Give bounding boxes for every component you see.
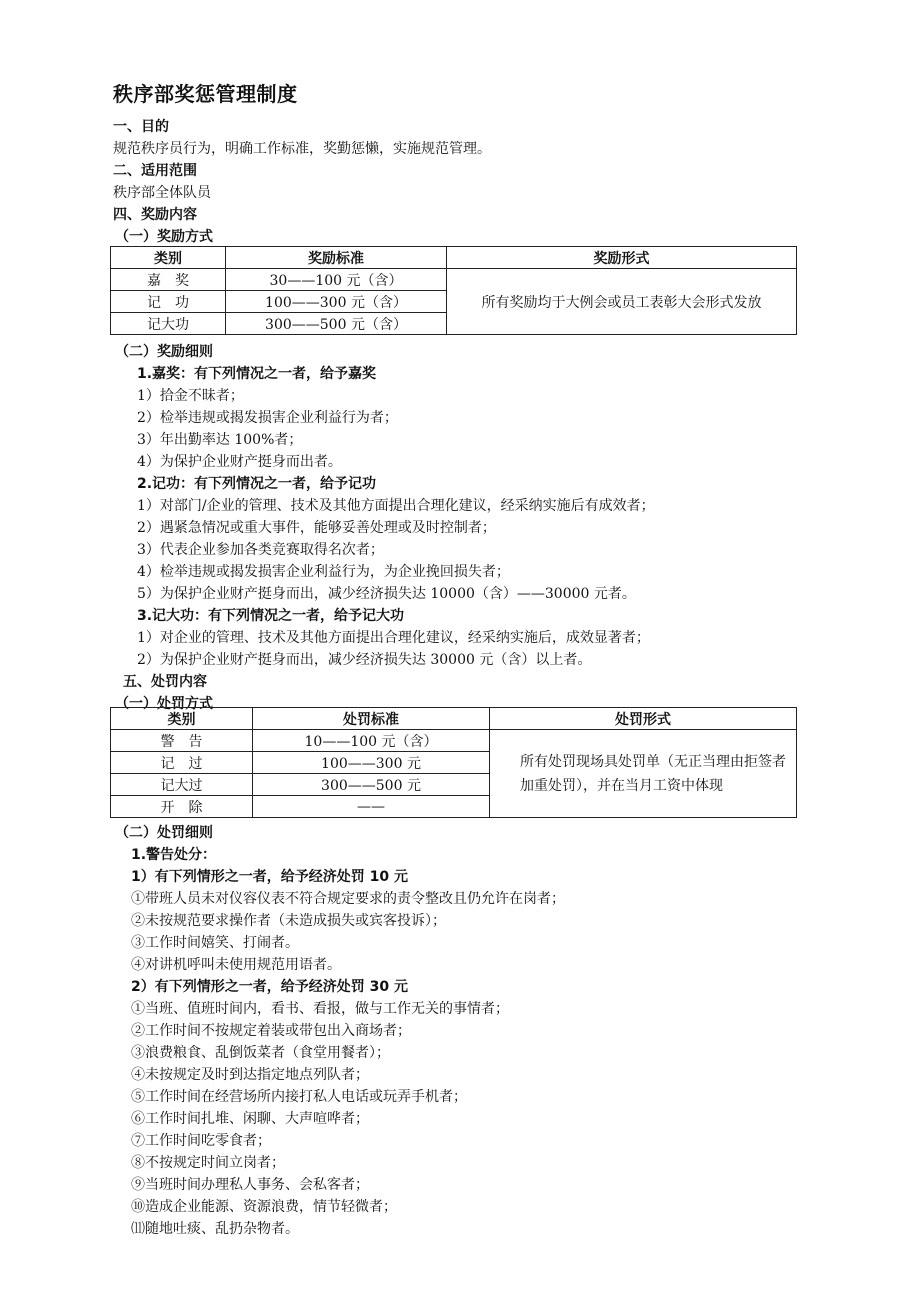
major-merit-heading: 3.记大功：有下列情况之一者，给予记大功 <box>137 608 405 624</box>
penalty-std-3: 300——500 元 <box>253 774 490 796</box>
merit-heading: 2.记功：有下列情况之一者，给予记功 <box>137 476 377 492</box>
page-title: 秩序部奖惩管理制度 <box>113 82 298 106</box>
penalty30-item: ②工作时间不按规定着装或带包出入商场者； <box>131 1023 411 1039</box>
penalty30-item: ④未按规定及时到达指定地点列队者； <box>131 1067 369 1083</box>
reward-std-2: 100——300 元（含） <box>226 291 447 313</box>
warning-heading: 1.警告处分： <box>131 847 217 863</box>
penalty-rules-heading: （二）处罚细则 <box>115 825 213 841</box>
penalty-table <box>110 707 797 818</box>
reward-form: 所有奖励均于大例会或员工表彰大会形式发放 <box>447 269 797 335</box>
penalty-std-4: —— <box>253 796 490 818</box>
major-merit-item: 1）对企业的管理、技术及其他方面提出合理化建议，经采纳实施后，成效显著者； <box>137 630 650 646</box>
penalty-cat-2: 记 过 <box>111 752 253 774</box>
merit-item: 1）对部门/企业的管理、技术及其他方面提出合理化建议，经采纳实施后有成效者； <box>137 498 655 514</box>
commendation-item: 2）检举违规或揭发损害企业利益行为者； <box>137 410 398 426</box>
penalty30-item: ⑩造成企业能源、资源浪费，情节轻微者； <box>131 1199 397 1215</box>
penalty-std-2: 100——300 元 <box>253 752 490 774</box>
section-scope-heading: 二、适用范围 <box>113 163 197 179</box>
merit-item: 3）代表企业参加各类竞赛取得名次者； <box>137 542 384 558</box>
penalty30-item: ⑨当班时间办理私人事务、会私客者； <box>131 1177 369 1193</box>
section-penalty-heading: 五、处罚内容 <box>123 674 207 690</box>
penalty30-heading: 2）有下列情形之一者，给予经济处罚 30 元 <box>131 979 408 995</box>
section-reward-heading: 四、奖励内容 <box>113 207 197 223</box>
commendation-item: 3）年出勤率达 100%者； <box>137 432 303 448</box>
merit-item: 5）为保护企业财产挺身而出，减少经济损失达 10000（含）——30000 元者。 <box>137 586 636 602</box>
reward-cat-1: 嘉 奖 <box>111 269 226 291</box>
reward-col-standard: 奖励标准 <box>226 247 447 269</box>
reward-col-category: 类别 <box>111 247 226 269</box>
reward-rules-heading: （二）奖励细则 <box>115 344 213 360</box>
penalty-method-heading: （一）处罚方式 <box>115 696 213 712</box>
penalty-cat-4: 开 除 <box>111 796 253 818</box>
section-purpose-heading: 一、目的 <box>113 119 169 135</box>
section-purpose-text: 规范秩序员行为，明确工作标准，奖勤惩懒，实施规范管理。 <box>113 141 491 157</box>
reward-cat-3: 记大功 <box>111 313 226 335</box>
reward-table <box>110 246 797 335</box>
major-merit-item: 2）为保护企业财产挺身而出，减少经济损失达 30000 元（含）以上者。 <box>137 652 592 668</box>
penalty-col-category: 类别 <box>111 708 253 730</box>
penalty30-item: ⑦工作时间吃零食者； <box>131 1133 271 1149</box>
penalty30-item: ⑥工作时间扎堆、闲聊、大声喧哗者； <box>131 1111 369 1127</box>
penalty10-item: ②未按规范要求操作者（未造成损失或宾客投诉）； <box>131 913 446 929</box>
reward-cat-2: 记 功 <box>111 291 226 313</box>
penalty-col-form: 处罚形式 <box>490 708 797 730</box>
penalty30-item: ⑾随地吐痰、乱扔杂物者。 <box>131 1221 299 1237</box>
reward-col-form: 奖励形式 <box>447 247 797 269</box>
merit-item: 2）遇紧急情况或重大事件，能够妥善处理或及时控制者； <box>137 520 496 536</box>
penalty10-heading: 1）有下列情形之一者，给予经济处罚 10 元 <box>131 869 408 885</box>
section-scope-text: 秩序部全体队员 <box>113 185 211 201</box>
merit-item: 4）检举违规或揭发损害企业利益行为，为企业挽回损失者； <box>137 564 510 580</box>
commendation-item: 4）为保护企业财产挺身而出者。 <box>137 454 342 470</box>
penalty30-item: ③浪费粮食、乱倒饭菜者（食堂用餐者）； <box>131 1045 390 1061</box>
penalty10-item: ④对讲机呼叫未使用规范用语者。 <box>131 957 341 973</box>
penalty-col-standard: 处罚标准 <box>253 708 490 730</box>
penalty30-item: ①当班、值班时间内，看书、看报，做与工作无关的事情者； <box>131 1001 509 1017</box>
penalty-form: 所有处罚现场具处罚单（无正当理由拒签者加重处罚），并在当月工资中体现 <box>490 730 797 818</box>
reward-method-heading: （一）奖励方式 <box>115 229 213 245</box>
penalty-cat-3: 记大过 <box>111 774 253 796</box>
penalty10-item: ①带班人员未对仪容仪表不符合规定要求的责令整改且仍允许在岗者； <box>131 891 565 907</box>
penalty30-item: ⑧不按规定时间立岗者； <box>131 1155 285 1171</box>
penalty-cat-1: 警 告 <box>111 730 253 752</box>
commendation-heading: 1.嘉奖：有下列情况之一者，给予嘉奖 <box>137 366 377 382</box>
penalty-std-1: 10——100 元（含） <box>253 730 490 752</box>
reward-std-1: 30——100 元（含） <box>226 269 447 291</box>
reward-std-3: 300——500 元（含） <box>226 313 447 335</box>
penalty30-item: ⑤工作时间在经营场所内接打私人电话或玩弄手机者； <box>131 1089 467 1105</box>
commendation-item: 1）拾金不昧者； <box>137 388 244 404</box>
penalty10-item: ③工作时间嬉笑、打闹者。 <box>131 935 299 951</box>
